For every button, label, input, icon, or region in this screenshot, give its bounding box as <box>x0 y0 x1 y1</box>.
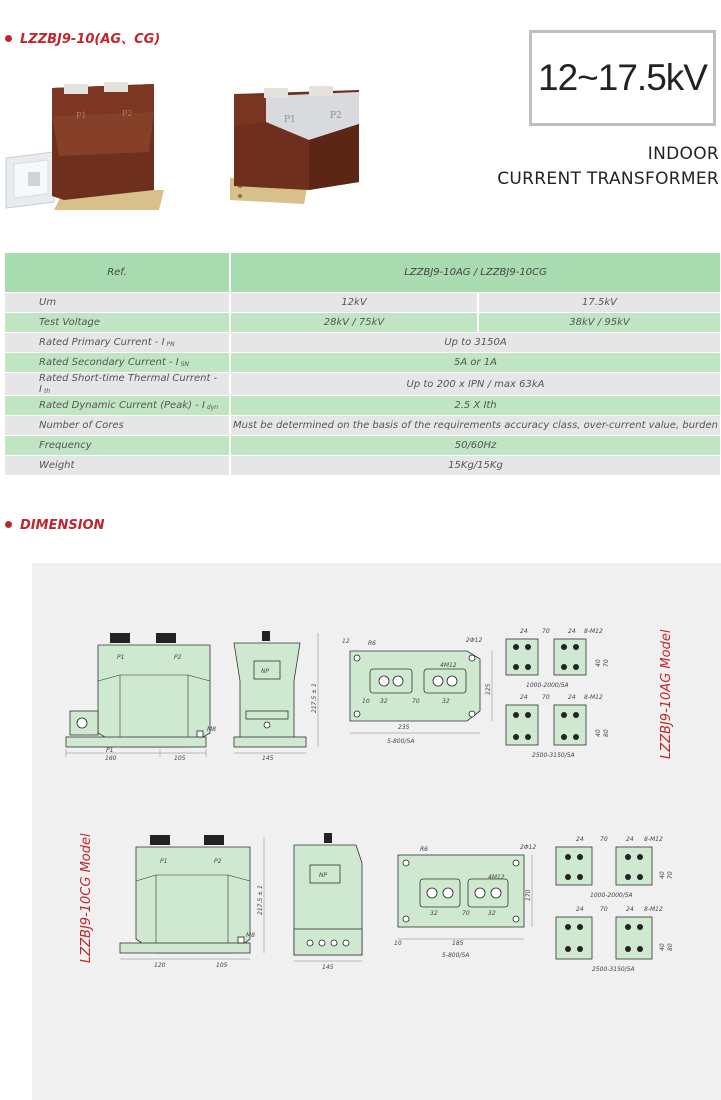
svg-text:2500-3150/5A: 2500-3150/5A <box>532 752 575 759</box>
svg-text:10: 10 <box>362 698 370 705</box>
svg-text:2Φ12: 2Φ12 <box>466 637 483 644</box>
svg-text:217.5 ± 1: 217.5 ± 1 <box>257 885 264 915</box>
svg-text:40: 40 <box>659 871 666 879</box>
svg-text:8-M12: 8-M12 <box>584 694 603 701</box>
cg-front-view <box>120 835 264 969</box>
svg-text:2500-3150/5A: 2500-3150/5A <box>592 966 635 973</box>
product-type <box>497 142 719 192</box>
ag-terminal-details <box>506 628 610 759</box>
svg-text:80: 80 <box>667 943 674 951</box>
svg-text:40: 40 <box>659 943 666 951</box>
svg-text:145: 145 <box>322 964 334 971</box>
svg-text:70: 70 <box>667 871 674 879</box>
svg-text:P2: P2 <box>122 109 133 118</box>
svg-text:40: 40 <box>595 729 602 737</box>
svg-text:10: 10 <box>394 940 402 947</box>
svg-text:170: 170 <box>525 889 532 901</box>
svg-text:24: 24 <box>576 906 584 913</box>
cg-top-view <box>394 844 536 959</box>
svg-text:5-800/5A: 5-800/5A <box>387 738 415 745</box>
table-row: Test Voltage 28kV / 75kV 38kV / 95kV <box>5 313 720 332</box>
svg-text:24: 24 <box>520 694 528 701</box>
svg-text:12: 12 <box>342 638 350 645</box>
product-title: LZZBJ9-10(AG、CG) <box>5 28 160 47</box>
svg-text:24: 24 <box>576 836 584 843</box>
ag-front-view <box>66 633 216 762</box>
svg-text:70: 70 <box>542 694 550 701</box>
voltage-rating-box <box>529 30 716 126</box>
svg-text:24: 24 <box>626 906 634 913</box>
svg-text:1000-2000/5A: 1000-2000/5A <box>526 682 569 689</box>
svg-text:NP: NP <box>261 668 270 675</box>
table-row: Rated Primary Current - I $_{PN}$ Up to 3150A <box>5 333 720 352</box>
svg-text:70: 70 <box>603 659 610 667</box>
svg-text:70: 70 <box>600 836 608 843</box>
spec-table <box>5 252 720 476</box>
svg-text:P1: P1 <box>160 858 168 865</box>
svg-text:8-M12: 8-M12 <box>584 628 603 635</box>
ag-model-label: LZZBJ9-10AG Model <box>659 629 674 759</box>
ag-top-view <box>342 637 492 745</box>
svg-text:P1: P1 <box>284 115 296 125</box>
bullet-icon <box>5 35 12 42</box>
svg-text:M8: M8 <box>207 726 216 733</box>
svg-text:24: 24 <box>568 694 576 701</box>
svg-text:105: 105 <box>174 755 186 762</box>
voltage-rating: 12~17.5kV <box>538 57 707 98</box>
svg-text:M8: M8 <box>246 932 255 939</box>
spec-header-model: LZZBJ9-10AG / LZZBJ9-10CG <box>229 253 720 292</box>
svg-text:80: 80 <box>603 729 610 737</box>
svg-text:32: 32 <box>380 698 388 705</box>
svg-text:P2: P2 <box>330 111 342 121</box>
spec-header-ref: Ref. <box>5 253 229 292</box>
svg-text:P2: P2 <box>174 654 182 661</box>
svg-text:R6: R6 <box>368 640 376 647</box>
svg-text:70: 70 <box>412 698 420 705</box>
svg-text:5-800/5A: 5-800/5A <box>442 952 470 959</box>
svg-text:70: 70 <box>462 910 470 917</box>
svg-text:32: 32 <box>430 910 438 917</box>
transformer-photo-ag <box>6 82 164 210</box>
bullet-icon <box>5 521 12 528</box>
svg-text:1000-2000/5A: 1000-2000/5A <box>590 892 633 899</box>
svg-text:125: 125 <box>485 683 492 695</box>
svg-text:185: 185 <box>452 940 464 947</box>
svg-text:4M12: 4M12 <box>488 874 505 881</box>
table-row: Rated Dynamic Current (Peak) - I $_{dyn}$ 2.5 X Ith <box>5 396 720 415</box>
table-row: Weight 15Kg/15Kg <box>5 456 720 475</box>
dimension-drawings <box>32 563 721 1100</box>
dimension-drawings-panel <box>32 563 721 1100</box>
svg-text:4M12: 4M12 <box>440 662 457 669</box>
svg-text:32: 32 <box>442 698 450 705</box>
svg-text:217.5 ± 1: 217.5 ± 1 <box>311 683 318 713</box>
svg-text:P1: P1 <box>117 654 125 661</box>
svg-text:P1: P1 <box>76 111 87 120</box>
svg-text:8-M12: 8-M12 <box>644 836 663 843</box>
svg-text:8-M12: 8-M12 <box>644 906 663 913</box>
svg-text:235: 235 <box>398 724 410 731</box>
svg-text:24: 24 <box>568 628 576 635</box>
svg-text:70: 70 <box>542 628 550 635</box>
product-type-line2: CURRENT TRANSFORMER <box>497 169 719 189</box>
svg-text:NP: NP <box>319 872 328 879</box>
table-row: Rated Short-time Thermal Current - I $_{th}$ Up to 200 x IPN / max 63kA <box>5 373 720 395</box>
cg-model-label: LZZBJ9-10CG Model <box>79 833 94 963</box>
product-type-line1: INDOOR <box>647 144 719 164</box>
svg-text:32: 32 <box>488 910 496 917</box>
cg-terminal-details <box>556 836 674 973</box>
svg-text:120: 120 <box>154 962 166 969</box>
svg-text:70: 70 <box>600 906 608 913</box>
svg-text:24: 24 <box>626 836 634 843</box>
table-row: Um 12kV 17.5kV <box>5 293 720 312</box>
svg-text:P1: P1 <box>106 747 114 754</box>
svg-text:24: 24 <box>520 628 528 635</box>
table-row: Rated Secondary Current - I $_{SN}$ 5A or 1A <box>5 353 720 372</box>
svg-text:105: 105 <box>216 962 228 969</box>
transformer-photo-cg <box>230 86 359 204</box>
svg-text:40: 40 <box>595 659 602 667</box>
svg-text:P2: P2 <box>214 858 222 865</box>
dimension-title: DIMENSION <box>5 518 104 533</box>
svg-text:160: 160 <box>105 755 117 762</box>
svg-text:2Φ12: 2Φ12 <box>520 844 537 851</box>
cg-side-view <box>294 833 362 971</box>
svg-text:R6: R6 <box>420 846 428 853</box>
svg-text:145: 145 <box>262 755 274 762</box>
table-row: Number of Cores Must be determined on the basis of the requirements accuracy class, over-current value, burden <box>5 416 720 435</box>
table-row: Frequency 50/60Hz <box>5 436 720 455</box>
ag-side-view <box>234 631 318 762</box>
product-photos <box>4 82 424 232</box>
